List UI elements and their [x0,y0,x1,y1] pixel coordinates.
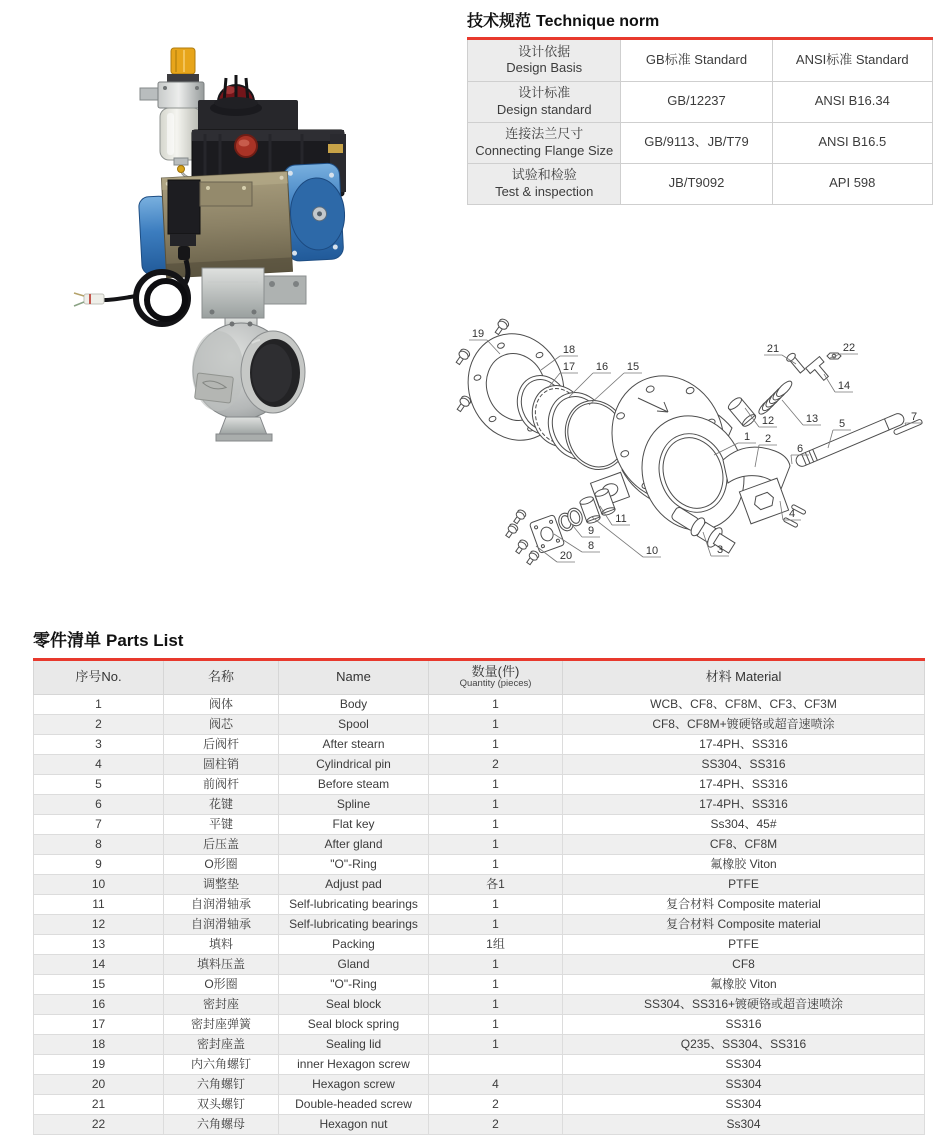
table-cell: ANSI B16.34 [772,81,932,122]
table-cell: Seal block [279,994,429,1014]
table-cell: inner Hexagon screw [279,1054,429,1074]
table-cell: 5 [34,774,164,794]
wire-connector [84,294,104,304]
table-cell: 花键 [164,794,279,814]
technique-norm-title [467,8,933,31]
table-row [34,1054,925,1074]
table-cell: 双头螺钉 [164,1094,279,1114]
table-cell [429,1054,563,1074]
label-en: Test & inspection [495,183,594,199]
callout-leader-line [791,455,792,464]
table-cell: ANSI B16.5 [772,122,932,163]
filter-head [158,82,204,108]
diagram-callout-1: 1 [743,431,751,443]
column-header-name-en: Name [279,661,429,694]
table-cell: 13 [34,934,164,954]
table-row [34,1094,925,1114]
table-row [34,1114,925,1134]
exploded-diagram [440,310,939,600]
table-cell: O形圈 [164,854,279,874]
table-row [34,794,925,814]
table-cell: 17-4PH、SS316 [563,734,925,754]
table-cell: 1 [429,774,563,794]
table-cell: 1 [429,834,563,854]
table-cell: Ss304 [563,1114,925,1134]
table-cell: 阀芯 [164,714,279,734]
technique-norm-table [467,40,933,205]
table-cell: 17-4PH、SS316 [563,794,925,814]
table-row [34,1034,925,1054]
table-cell: 1 [429,1014,563,1034]
spring-part [727,379,795,428]
table-row [34,954,925,974]
table-cell: 六角螺钉 [164,1074,279,1094]
label-en: Design standard [496,101,592,117]
table-row [34,734,925,754]
table-cell: 自润滑轴承 [164,914,279,934]
table-cell: 10 [34,874,164,894]
table-row [34,714,925,734]
technique-norm-section [467,8,933,205]
table-cell: "O"-Ring [279,974,429,994]
diagram-callout-5: 5 [838,418,846,430]
table-cell: After stearn [279,734,429,754]
diagram-callout-20: 20 [559,550,573,562]
table-row [34,934,925,954]
table-cell: 2 [429,1114,563,1134]
table-cell: 2 [429,754,563,774]
diagram-callout-13: 13 [805,413,819,425]
parts-list-title-zh: 零件清单 [33,631,101,650]
table-cell: 21 [34,1094,164,1114]
parts-table-body [34,694,925,1134]
table-cell: 圆柱销 [164,754,279,774]
diagram-callout-8: 8 [587,540,595,552]
table-cell: 调整垫 [164,874,279,894]
column-header-qty [429,661,563,694]
parts-list-section [33,626,925,1135]
qty-header-en: Quantity (pieces) [459,678,532,690]
diagram-callout-19: 19 [471,328,485,340]
table-cell: GB/12237 [621,81,772,122]
table-cell: CF8 [563,954,925,974]
table-cell: 7 [34,814,164,834]
table-cell: Cylindrical pin [279,754,429,774]
row-label [468,40,621,81]
table-cell: Ss304、45# [563,814,925,834]
diagram-callout-16: 16 [595,361,609,373]
table-cell: Gland [279,954,429,974]
table-cell: 2 [34,714,164,734]
table-cell: 1 [429,914,563,934]
table-cell: 各1 [429,874,563,894]
table-row [34,774,925,794]
table-cell: SS316 [563,1014,925,1034]
solenoid-coil [168,180,200,234]
table-cell: Self-lubricating bearings [279,914,429,934]
table-row [34,1074,925,1094]
diagram-callout-21: 21 [766,343,780,355]
table-cell: 后阀杆 [164,734,279,754]
diagram-callout-17: 17 [562,361,576,373]
label-zh: 连接法兰尺寸 [505,126,584,142]
parts-list-title-en: Parts List [106,631,184,650]
diagram-callout-2: 2 [764,433,772,445]
callout-leader-line [782,400,803,425]
cap-hex [167,74,199,82]
diagram-callout-14: 14 [837,380,851,392]
table-cell: 9 [34,854,164,874]
table-cell: 17 [34,1014,164,1034]
table-cell: 20 [34,1074,164,1094]
diagram-callout-9: 9 [587,525,595,537]
table-row [34,814,925,834]
drain-plug [178,166,185,173]
table-cell: GB/9113、JB/T79 [621,122,772,163]
table-cell: WCB、CF8、CF8M、CF3、CF3M [563,694,925,714]
table-cell: "O"-Ring [279,854,429,874]
table-row [34,854,925,874]
parts-list-title [33,626,925,651]
table-cell: 1 [429,734,563,754]
mounting-bracket [202,268,306,318]
table-cell: 前阀杆 [164,774,279,794]
table-cell: Q235、SS304、SS316 [563,1034,925,1054]
solenoid-body [200,182,252,206]
table-cell: 18 [34,1034,164,1054]
table-cell: 2 [429,1094,563,1114]
row-label [468,163,621,204]
table-cell: JB/T9092 [621,163,772,204]
table-cell: API 598 [772,163,932,204]
table-cell: 1 [429,1034,563,1054]
parts-list-table [33,661,925,1135]
table-cell: 17-4PH、SS316 [563,774,925,794]
table-cell: 复合材料 Composite material [563,894,925,914]
table-cell: Flat key [279,814,429,834]
table-row [34,874,925,894]
table-row [468,122,933,163]
technique-norm-title-zh: 技术规范 [467,13,532,30]
table-cell: SS304 [563,1054,925,1074]
diagram-callout-11: 11 [615,513,627,525]
table-row [468,40,933,81]
table-cell: 密封座 [164,994,279,1014]
table-cell: Double-headed screw [279,1094,429,1114]
table-cell: SS304、SS316+镀硬铬或超音速喷涂 [563,994,925,1014]
table-cell: 密封座盖 [164,1034,279,1054]
diagram-callout-6: 6 [796,443,804,455]
table-cell: 后压盖 [164,834,279,854]
table-cell: 1 [429,814,563,834]
valve-body [192,318,305,441]
table-cell: Spline [279,794,429,814]
table-cell: 1 [429,694,563,714]
table-cell: 密封座弹簧 [164,1014,279,1034]
table-cell: 12 [34,914,164,934]
column-header-no: 序号No. [34,661,164,694]
table-cell: 11 [34,894,164,914]
table-cell: 填料压盖 [164,954,279,974]
valve-foot [219,417,267,435]
table-cell: 19 [34,1054,164,1074]
table-cell: Hexagon screw [279,1074,429,1094]
diagram-callout-3: 3 [716,544,724,556]
table-cell: 氟橡胶 Viton [563,974,925,994]
table-cell: 复合材料 Composite material [563,914,925,934]
label-en: Design Basis [506,60,583,76]
valve-product-photo [40,30,430,445]
table-row [34,834,925,854]
table-row [34,994,925,1014]
table-cell: 1 [429,954,563,974]
column-header-material: 材料 Material [563,661,925,694]
diagram-callout-10: 10 [645,545,659,557]
warning-label [328,144,343,153]
label-en: Connecting Flange Size [475,142,614,158]
table-cell: 内六角螺钉 [164,1054,279,1074]
table-cell: 16 [34,994,164,1014]
table-cell: 1 [429,794,563,814]
table-cell: 14 [34,954,164,974]
table-cell: Hexagon nut [279,1114,429,1134]
label-zh: 设计标准 [518,85,571,101]
table-cell: Sealing lid [279,1034,429,1054]
table-cell: 平键 [164,814,279,834]
table-cell: 4 [34,754,164,774]
diagram-callout-15: 15 [626,361,640,373]
table-row [34,974,925,994]
table-cell: 自润滑轴承 [164,894,279,914]
diagram-callout-12: 12 [761,415,775,427]
table-cell: 15 [34,974,164,994]
table-cell: SS304、SS316 [563,754,925,774]
table-row [34,914,925,934]
table-cell: 1 [429,974,563,994]
table-cell: 氟橡胶 Viton [563,854,925,874]
row-label [468,122,621,163]
table-cell: Body [279,694,429,714]
table-header-row [34,661,925,694]
table-cell: SS304 [563,1074,925,1094]
table-cell: 3 [34,734,164,754]
table-cell: GB标准 Standard [621,40,772,81]
column-header-name-zh: 名称 [164,661,279,694]
technique-norm-title-en: Technique norm [536,13,660,30]
table-cell: O形圈 [164,974,279,994]
table-cell: ANSI标准 Standard [772,40,932,81]
table-cell: 4 [429,1074,563,1094]
diagram-callout-4: 4 [788,508,796,520]
table-row [34,754,925,774]
diagram-callout-18: 18 [562,344,576,356]
table-cell: Before steam [279,774,429,794]
table-cell: Self-lubricating bearings [279,894,429,914]
table-cell: 阀体 [164,694,279,714]
table-cell: 1 [34,694,164,714]
table-row [468,163,933,204]
table-cell: After gland [279,834,429,854]
table-cell: CF8、CF8M [563,834,925,854]
table-cell: 8 [34,834,164,854]
label-zh: 试验和检验 [511,167,577,183]
table-cell: 填料 [164,934,279,954]
table-cell: Seal block spring [279,1014,429,1034]
table-row [34,894,925,914]
table-cell: 22 [34,1114,164,1134]
table-cell: Spool [279,714,429,734]
table-row [34,694,925,714]
table-cell: 6 [34,794,164,814]
table-cell: 1 [429,994,563,1014]
qty-header-zh: 数量(件) [471,663,520,679]
table-cell: 1组 [429,934,563,954]
table-cell: PTFE [563,934,925,954]
callout-leader-line [824,374,835,392]
diagram-callout-7: 7 [910,411,918,423]
table-cell: 1 [429,714,563,734]
table-cell: Packing [279,934,429,954]
diagram-callout-22: 22 [842,342,856,354]
cable-gland [178,246,190,260]
table-cell: Adjust pad [279,874,429,894]
dome-base [214,97,258,109]
table-cell: PTFE [563,874,925,894]
row-label [468,81,621,122]
table-cell: CF8、CF8M+镀硬铬或超音速喷涂 [563,714,925,734]
table-row [34,1014,925,1034]
callout-leader-line [589,373,624,405]
valve-photo-illustration [40,30,430,445]
table-row [468,81,933,122]
label-zh: 设计依据 [518,44,571,59]
table-cell: SS304 [563,1094,925,1114]
exploded-diagram-drawing [440,310,939,600]
table-cell: 六角螺母 [164,1114,279,1134]
table-cell: 1 [429,894,563,914]
table-cell: 1 [429,854,563,874]
